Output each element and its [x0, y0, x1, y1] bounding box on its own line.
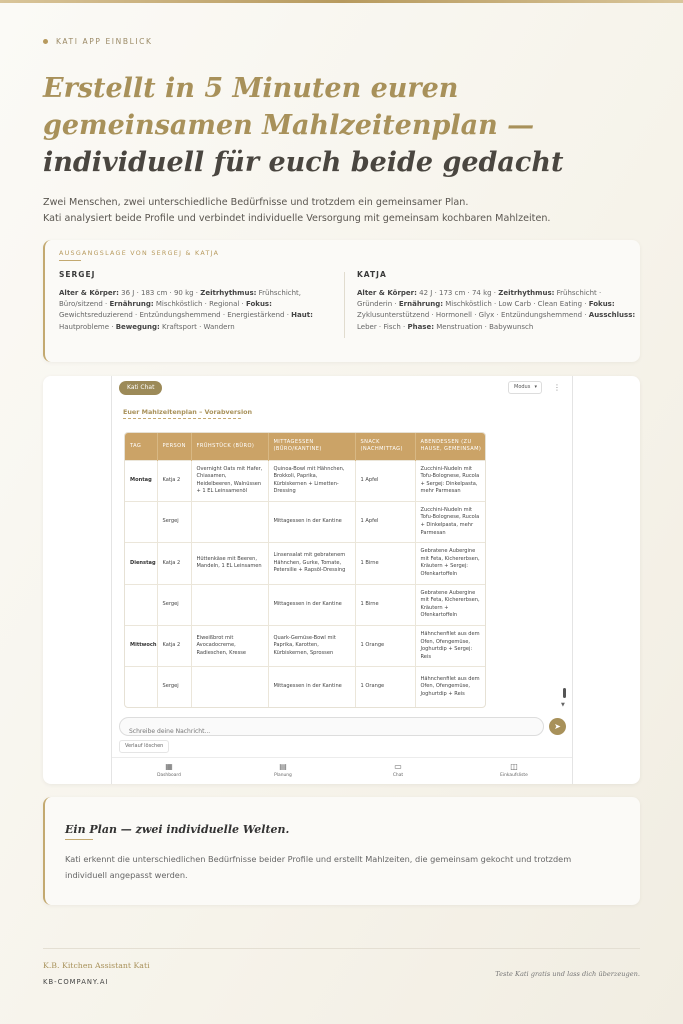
cell-snack: 1 Orange [355, 626, 415, 667]
headline-line-1: Erstellt in 5 Minuten euren [43, 73, 459, 104]
message-input[interactable] [120, 723, 543, 740]
detail-key: Alter & Körper: [59, 289, 119, 297]
profile-divider [344, 272, 345, 338]
cell-mittagessen: Quark-Gemüse-Bowl mit Paprika, Karotten, Kürbiskernen, Sprossen [268, 626, 355, 667]
col-header-person: PERSON [157, 433, 191, 460]
cell-mittagessen: Mittagessen in der Kantine [268, 501, 355, 542]
cell-abendessen: Gebratene Aubergine mit Feta, Kichererbsen, Kräutern + Ofenkartoffeln [415, 584, 486, 625]
cell-mittagessen: Mittagessen in der Kantine [268, 584, 355, 625]
nav-label: Planung [274, 773, 292, 778]
table-row [125, 460, 486, 501]
cell-abendessen: Hähnchenfilet aus dem Ofen, Ofengemüse, Joghurtdip + Sergej: Reis [415, 626, 486, 667]
plan-title: Euer Mahlzeitenplan – Vorabversion [123, 408, 253, 416]
detail-value: Frühschicht, Büro/sitzend · [59, 289, 302, 309]
plan-summary-underline [65, 839, 93, 840]
table-row [125, 543, 486, 584]
footer-brand: K.B. Kitchen Assistant Kati [43, 961, 150, 970]
detail-key: Haut: [291, 311, 313, 320]
cell-day: Montag [125, 460, 157, 501]
eyebrow-dot-icon [43, 39, 48, 44]
detail-key: Phase: [407, 322, 435, 331]
detail-key: Zeitrhythmus: [200, 289, 257, 297]
col-header-abendessen: ABENDESSEN (ZU HAUSE, GEMEINSAM) [415, 433, 486, 460]
col-header-tag: TAG [125, 433, 157, 460]
eyebrow [43, 37, 153, 46]
cell-fruehstueck: Eiweißbrot mit Avocadocreme, Radieschen, Kresse [191, 626, 268, 667]
send-icon: ➤ [554, 722, 561, 731]
cell-person: Sergej [157, 501, 191, 542]
cell-abendessen: Gebratene Aubergine mit Feta, Kichererbsen, Kräutern + Sergej: Ofenkartoffeln [415, 543, 486, 584]
headline [43, 70, 643, 181]
cell-mittagessen: Linsensalat mit gebratenem Hähnchen, Gurke, Tomate, Petersilie + Rapsöl-Dressing [268, 543, 355, 584]
label-underline [59, 260, 81, 261]
col-header-mittagessen: MITTAGESSEN (BÜRO/KANTINE) [268, 433, 355, 460]
plan-summary-text: Kati erkennt die unterschiedlichen Bedürfnisse beider Profile und erstellt Mahlzeiten, die gemeinsam gekocht und trotzdem individuell angepasst werden. [65, 854, 572, 880]
cell-day [125, 584, 157, 625]
cell-fruehstueck: Overnight Oats mit Hafer, Chiasamen, Heidelbeeren, Walnüssen + 1 EL Leinsamenöl [191, 460, 268, 501]
cell-fruehstueck: Hüttenkäse mit Beeren, Mandeln, 1 EL Leinsamen [191, 543, 268, 584]
nav-label: Chat [392, 773, 404, 778]
detail-value: Menstruation · Babywunsch [434, 322, 534, 331]
chat-scrollbar[interactable] [562, 400, 566, 706]
send-button[interactable] [549, 718, 566, 735]
profile-details [357, 288, 637, 333]
footer-url-link[interactable]: KB-COMPANY.AI [43, 978, 109, 986]
detail-value: 42 J · 173 cm · 74 kg · [416, 289, 499, 297]
nav-label: Dashboard [157, 773, 181, 778]
intro-text [43, 195, 653, 227]
app-screenshot-frame [43, 376, 640, 784]
detail-key: Bewegung: [115, 322, 160, 331]
shopping-bag-icon: ◫ [510, 762, 518, 771]
ausgangslage-card [43, 240, 640, 362]
more-options-icon[interactable]: ⋮ [553, 383, 561, 392]
nav-planung[interactable] [253, 761, 313, 780]
detail-key: Fokus: [588, 300, 615, 309]
nav-label: Einkaufsliste [500, 773, 528, 778]
footer-cta: Teste Kati gratis und lass dich überzeugen. [495, 970, 640, 978]
plan-summary-card [43, 797, 640, 905]
cell-person: Katja 2 [157, 460, 191, 501]
table-row [125, 626, 486, 667]
cell-abendessen: Hähnchenfilet aus dem Ofen, Ofengemüse, Joghurtdip + Reis [415, 667, 486, 707]
detail-key: Alter & Körper: [357, 289, 417, 297]
message-composer[interactable] [119, 717, 544, 736]
plan-summary-title: Ein Plan — zwei individuelle Welten. [65, 823, 290, 836]
cell-mittagessen: Quinoa-Bowl mit Hähnchen, Brokkoli, Paprika, Kürbiskernen + Limetten-Dressing [268, 460, 355, 501]
intro-line-1: Zwei Menschen, zwei unterschiedliche Bedürfnisse und trotzdem ein gemeinsamer Plan. [43, 197, 469, 208]
cell-snack: 1 Apfel [355, 501, 415, 542]
table-row [125, 667, 486, 707]
detail-key: Ernährung: [398, 300, 444, 309]
cell-mittagessen: Mittagessen in der Kantine [268, 667, 355, 707]
headline-line-2: gemeinsamen Mahlzeitenplan — [43, 110, 535, 141]
footer-divider [43, 948, 640, 949]
cell-person: Katja 2 [157, 626, 191, 667]
detail-key: Ernährung: [109, 300, 154, 309]
detail-value: Mischköstlich · Low Carb · Clean Eating · [443, 300, 589, 309]
kati-chat-tab[interactable]: Kati Chat [119, 381, 162, 395]
meal-plan-table [124, 432, 486, 708]
chevron-down-icon: ▾ [534, 384, 537, 390]
cell-person: Katja 2 [157, 543, 191, 584]
calendar-icon: ▤ [279, 762, 287, 771]
table-header-row [125, 433, 486, 460]
top-accent-bar [0, 0, 683, 3]
nav-einkaufsliste[interactable] [484, 761, 544, 780]
cell-abendessen: Zucchini-Nudeln mit Tofu-Bolognese, Rucola + Sergej: Dinkelpasta, mehr Parmesan [415, 460, 486, 501]
table-row [125, 584, 486, 625]
cell-day: Dienstag [125, 543, 157, 584]
detail-value: Kraftsport · Wandern [159, 322, 235, 331]
cell-fruehstueck [191, 667, 268, 707]
intro-line-2: Kati analysiert beide Profile und verbindet individuelle Versorgung mit gemeinsam kochbaren Mahlzeiten. [43, 213, 551, 224]
detail-value: Gewichtsreduzierend · Entzündungshemmend · Energiestärkend · [59, 311, 292, 320]
profile-details [59, 288, 339, 333]
detail-value: Zyklusunterstützend · Hormonell · Glyx · Entzündungshemmend · [357, 311, 589, 320]
app-header [112, 376, 572, 400]
cell-fruehstueck [191, 584, 268, 625]
cell-day [125, 501, 157, 542]
cell-snack: 1 Apfel [355, 460, 415, 501]
ausgangslage-label: AUSGANGSLAGE VON SERGEJ & KATJA [59, 250, 220, 257]
detail-value: 36 J · 183 cm · 90 kg · [118, 289, 201, 297]
clear-history-button[interactable]: Verlauf löschen [119, 740, 169, 753]
detail-key: Zeitrhythmus: [498, 289, 555, 297]
nav-dashboard[interactable] [139, 761, 199, 780]
profile-katja [357, 270, 637, 333]
cell-person: Sergej [157, 584, 191, 625]
profile-sergej [59, 270, 339, 333]
detail-value: Hautprobleme · [59, 322, 116, 331]
grid-icon: ▦ [165, 762, 173, 771]
detail-key: Ausschluss: [588, 311, 636, 320]
detail-value: Leber · Fisch · [357, 322, 408, 331]
profile-name: SERGEJ [59, 270, 96, 279]
kati-app [111, 376, 573, 784]
cell-snack: 1 Birne [355, 543, 415, 584]
mode-select-label: Modus [514, 384, 531, 390]
col-header-fruehstueck: FRÜHSTÜCK (BÜRO) [191, 433, 268, 460]
profile-name: KATJA [357, 270, 387, 279]
cell-snack: 1 Orange [355, 667, 415, 707]
headline-line-3: individuell für euch beide gedacht [43, 147, 564, 178]
mode-select[interactable] [508, 381, 542, 394]
eyebrow-label: KATI APP EINBLICK [56, 37, 153, 46]
detail-value: Mischköstlich · Regional · [153, 300, 246, 309]
cell-day: Mittwoch [125, 626, 157, 667]
chat-scrollbar-thumb[interactable] [563, 688, 566, 698]
cell-person: Sergej [157, 667, 191, 707]
detail-value: Frühschicht · Gründerin · [357, 289, 602, 309]
col-header-snack: SNACK (NACHMITTAG) [355, 433, 415, 460]
cell-day [125, 667, 157, 707]
table-row [125, 501, 486, 542]
plan-title-underline [123, 418, 241, 419]
nav-chat[interactable] [368, 761, 428, 780]
cell-fruehstueck [191, 501, 268, 542]
bottom-navigation [112, 757, 572, 784]
scroll-down-icon[interactable]: ▼ [561, 702, 565, 708]
cell-abendessen: Zucchini-Nudeln mit Tofu-Bolognese, Rucola + Dinkelpasta, mehr Parmesan [415, 501, 486, 542]
detail-key: Fokus: [245, 300, 272, 309]
cell-snack: 1 Birne [355, 584, 415, 625]
chat-icon: ▭ [394, 762, 402, 771]
